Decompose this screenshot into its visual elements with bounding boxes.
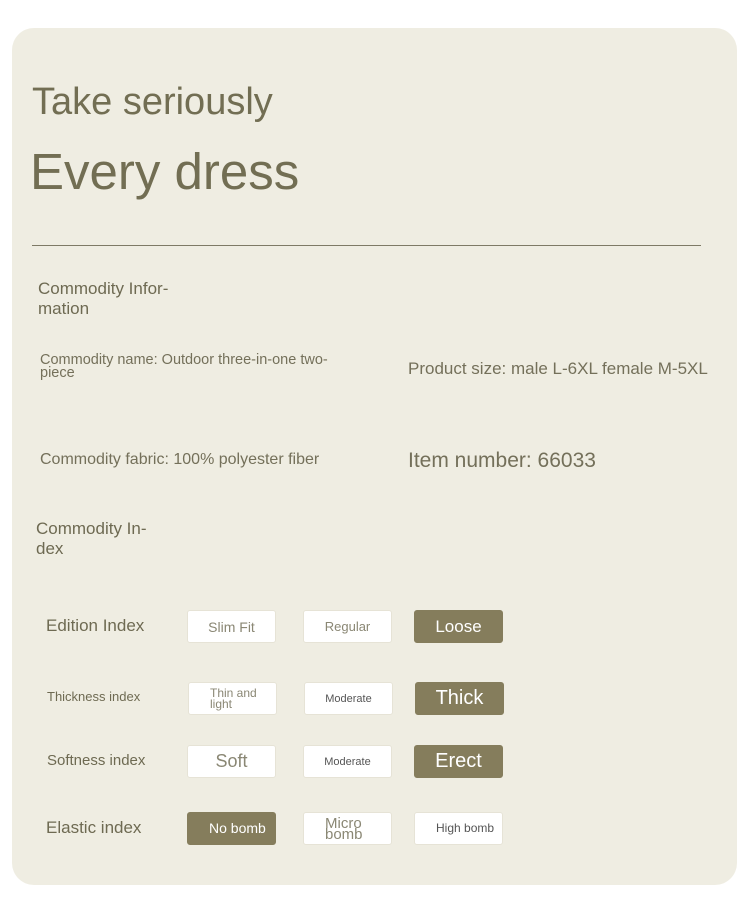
edition-index-label: Edition Index xyxy=(46,616,145,635)
option-soft[interactable]: Soft xyxy=(187,745,276,778)
option-loose-selected[interactable]: Loose xyxy=(414,610,503,643)
product-info-card xyxy=(12,28,737,885)
option-erect-selected[interactable]: Erect xyxy=(414,745,503,778)
commodity-name: Commodity name: Outdoor three-in-one two-piece xyxy=(40,352,328,381)
item-number: Item number: 66033 xyxy=(408,449,596,472)
option-slim-fit[interactable]: Slim Fit xyxy=(187,610,276,643)
divider xyxy=(32,245,701,246)
softness-index-label: Softness index xyxy=(47,752,146,769)
option-regular[interactable]: Regular xyxy=(303,610,392,643)
option-thin-and-light[interactable]: Thin and light xyxy=(188,682,277,715)
option-moderate-thickness[interactable]: Moderate xyxy=(304,682,393,715)
title-line-1: Take seriously xyxy=(32,81,273,123)
commodity-fabric: Commodity fabric: 100% polyester fiber xyxy=(40,451,320,468)
commodity-index-heading: Commodity In- dex xyxy=(36,519,147,558)
elastic-index-label: Elastic index xyxy=(46,818,142,837)
title-line-2: Every dress xyxy=(30,143,300,200)
option-no-bomb-selected[interactable]: No bomb xyxy=(187,812,276,845)
option-micro-bomb[interactable]: Micro bomb xyxy=(303,812,392,845)
option-thick-selected[interactable]: Thick xyxy=(415,682,504,715)
option-moderate-softness[interactable]: Moderate xyxy=(303,745,392,778)
thickness-index-label: Thickness index xyxy=(47,689,141,704)
product-size: Product size: male L-6XL female M-5XL xyxy=(408,359,708,378)
option-high-bomb[interactable]: High bomb xyxy=(414,812,503,845)
commodity-info-heading: Commodity Infor- mation xyxy=(38,279,169,318)
